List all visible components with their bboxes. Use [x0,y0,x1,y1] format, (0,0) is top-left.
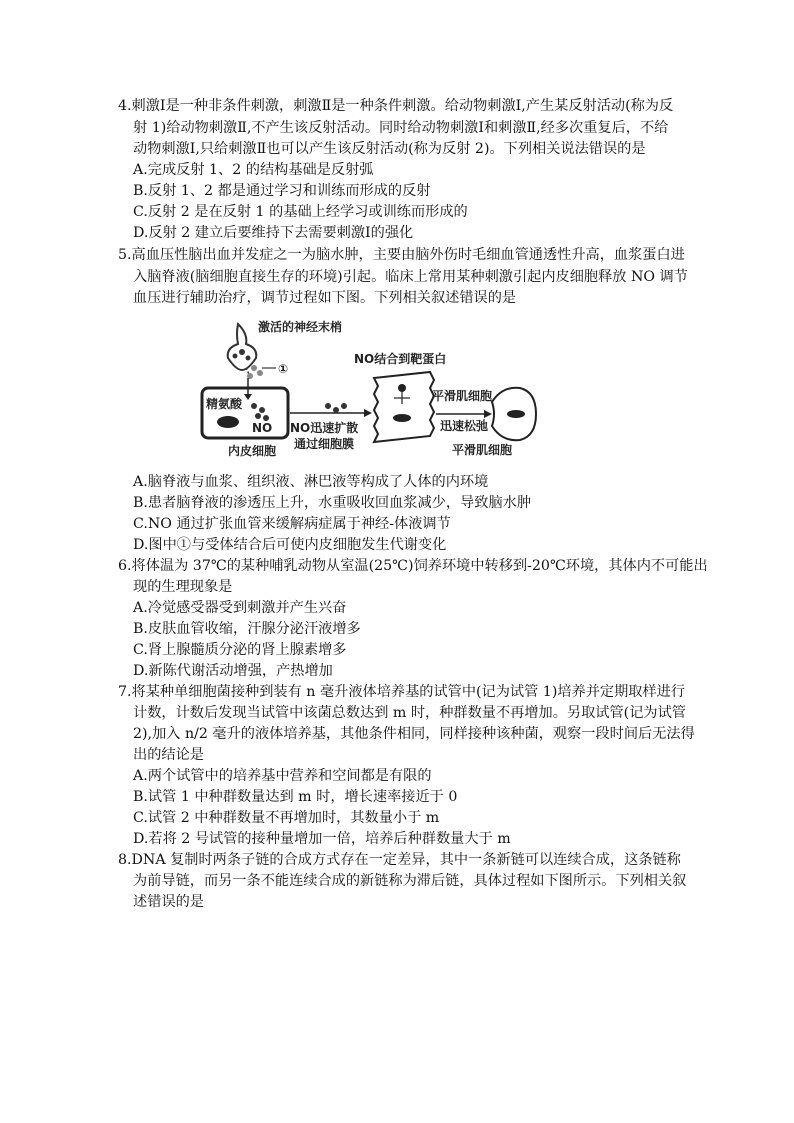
q6-option-a: A.冷觉感受器受到刺激并产生兴奋 [133,600,347,616]
q5-option-c: C.NO 通过扩张血管来缓解病症属于神经-体液调节 [133,516,451,532]
no-regulation-diagram [198,318,538,464]
q5-option-d: D.图中①与受体结合后可使内皮细胞发生代谢变化 [133,537,447,553]
marker-1-label: ① [278,362,289,376]
q4-stem-line-2: 射 1)给动物刺激Ⅱ,不产生该反射活动。同时给动物刺激Ⅰ和刺激Ⅱ,经多次重复后，不给 [133,120,669,136]
q6-stem-line-2: 现的生理现象是 [133,579,233,595]
q6-option-d: D.新陈代谢活动增强，产热增加 [133,663,333,679]
q6-stem-line-1: 6.将体温为 37℃的某种哺乳动物从室温(25℃)饲养环境中转移到-20℃环境，其体内不可能出 [118,558,708,574]
diffuse-label-2: 通过细胞膜 [294,437,355,451]
q7-option-a: A.两个试管中的培养基中营养和空间都是有限的 [133,768,432,784]
q6-option-b: B.皮肤血管收缩，汗腺分泌汗液增多 [133,621,361,637]
q4-option-b: B.反射 1、2 都是通过学习和训练而形成的反射 [133,183,431,199]
q4-stem-line-1: 4.刺激Ⅰ是一种非条件刺激，刺激Ⅱ是一种条件刺激。给动物刺激Ⅰ,产生某反射活动(称为反 [118,98,674,114]
arginine-label: 精氨酸 [206,397,243,411]
q7-option-d: D.若将 2 号试管的接种量增加一倍，培养后种群数量大于 m [133,831,511,847]
q7-option-c: C.试管 2 中种群数量不再增加时，其数量小于 m [133,810,440,826]
endothelial-cell-label: 内皮细胞 [228,444,277,458]
q4-option-d: D.反射 2 建立后要维持下去需要刺激Ⅰ的强化 [133,225,414,241]
relax-label: 迅速松弛 [440,419,489,433]
q4-option-c: C.反射 2 是在反射 1 的基础上经学习或训练而形成的 [133,204,468,220]
smooth-muscle-cell-contracted [374,372,434,442]
q8-stem-line-1: 8.DNA 复制时两条子链的合成方式存在一定差异，其中一条新链可以连续合成，这条链称 [118,852,681,868]
q7-stem-line-2: 计数，计数后发现当试管中该菌总数达到 m 时，种群数量不再增加。另取试管(记为试管 [133,705,686,721]
no-target-label: NO结合到靶蛋白 [354,352,447,366]
nerve-ending-label: 激活的神经末梢 [258,320,343,334]
q4-stem-line-3: 动物刺激Ⅰ,只给刺激Ⅱ也可以产生该反射活动(称为反射 2)。下列相关说法错误的是 [133,141,646,157]
q7-stem-line-4: 出的结论是 [133,747,204,763]
q5-stem-line-2: 入脑脊液(脑细胞直接生存的环境)引起。临床上常用某种刺激引起内皮细胞释放 NO 调节 [133,269,688,285]
q8-stem-line-3: 述错误的是 [133,894,204,910]
q5-option-b: B.患者脑脊液的渗透压上升，水重吸收回血浆减少，导致脑水肿 [133,495,532,511]
smooth-muscle-label-2: 平滑肌细胞 [452,443,513,457]
q6-option-c: C.肾上腺髓质分泌的肾上腺素增多 [133,642,347,658]
no-label: NO [252,421,273,435]
q5-stem-line-1: 5.高血压性脑出血并发症之一为脑水肿，主要由脑外伤时毛细血管通透性升高，血浆蛋白进 [118,247,685,263]
q8-stem-line-2: 为前导链，而另一条不能连续合成的新链称为滞后链，具体过程如下图所示。下列相关叙 [133,873,687,889]
endothelial-nucleus [217,416,239,428]
q5-stem-line-3: 血压进行辅助治疗，调节过程如下图。下列相关叙述错误的是 [133,290,517,306]
q5-option-a: A.脑脊液与血浆、组织液、淋巴液等构成了人体的内环境 [133,474,489,490]
q7-option-b: B.试管 1 中种群数量达到 m 时，增长速率接近于 0 [133,789,458,805]
q4-option-a: A.完成反射 1、2 的结构基础是反射弧 [133,162,374,178]
q7-stem-line-3: 2),加入 n/2 毫升的液体培养基，其他条件相同，同样接种该种菌，观察一段时间后无法得 [133,726,695,742]
q7-stem-line-1: 7.将某种单细胞菌接种到装有 n 毫升液体培养基的试管中(记为试管 1)培养并定期取样进行 [118,684,686,700]
diffuse-label-1: NO迅速扩散 [290,421,359,435]
smooth-muscle-label: 平滑肌细胞 [432,389,493,403]
